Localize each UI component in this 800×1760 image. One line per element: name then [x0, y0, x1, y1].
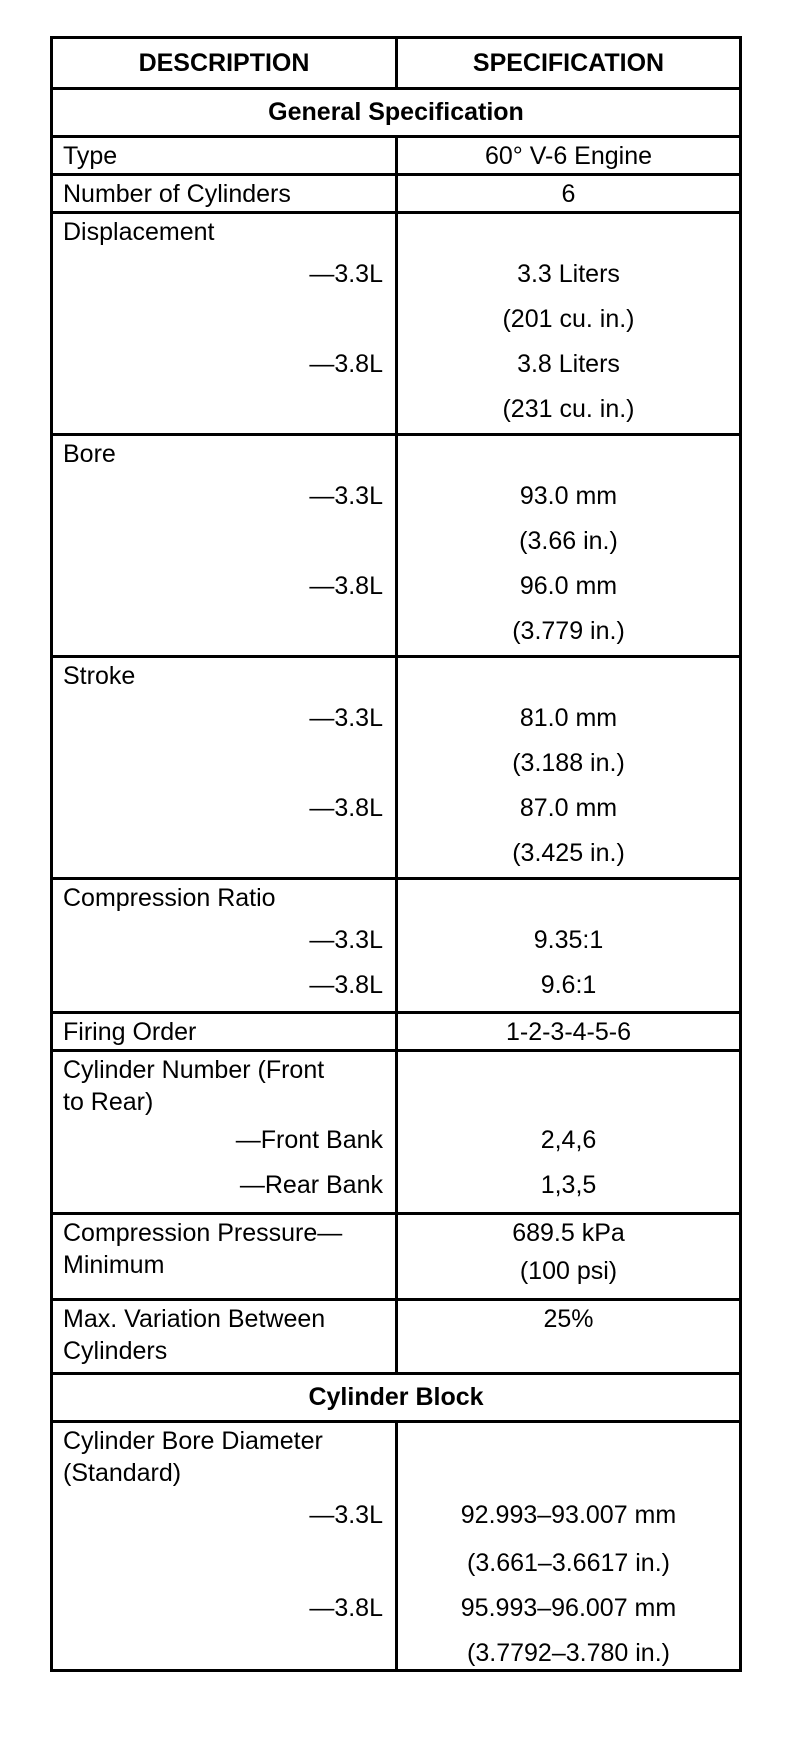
row-value: (3.7792–3.780 in.) — [467, 1639, 670, 1667]
specification-column-header: SPECIFICATION — [472, 48, 665, 77]
table-row-firing-order — [53, 1014, 739, 1052]
row-label: Bore — [63, 440, 116, 468]
row-label: Compression Pressure— — [63, 1219, 343, 1247]
table-row-displacement — [53, 214, 739, 436]
row-label: Type — [63, 142, 118, 170]
row-label: Max. Variation Between — [63, 1305, 326, 1333]
row-value: (201 cu. in.) — [502, 305, 635, 333]
row-label: Displacement — [63, 218, 215, 246]
table-row-bore — [53, 436, 739, 658]
row-label: Cylinders — [63, 1337, 168, 1365]
row-value: 25% — [543, 1305, 594, 1333]
row-value: 2,4,6 — [540, 1126, 597, 1154]
section-header-general — [53, 90, 739, 138]
row-value: (3.779 in.) — [512, 617, 625, 645]
row-value: 95.993–96.007 mm — [460, 1594, 677, 1622]
row-value: 1,3,5 — [540, 1171, 597, 1199]
row-value: 60° V-6 Engine — [484, 142, 653, 170]
row-sublabel: —3.3L — [309, 1501, 383, 1529]
row-value: 81.0 mm — [519, 704, 618, 732]
row-value: 93.0 mm — [519, 482, 618, 510]
row-value: 6 — [561, 180, 576, 208]
row-label: Minimum — [63, 1251, 165, 1279]
row-sublabel: —Front Bank — [235, 1126, 383, 1154]
table-row-cylinders — [53, 176, 739, 214]
row-sublabel: —3.8L — [309, 350, 383, 378]
row-sublabel: —3.8L — [309, 572, 383, 600]
row-value: 92.993–93.007 mm — [460, 1501, 677, 1529]
section-header-block — [53, 1375, 739, 1423]
table-row-compression-ratio — [53, 880, 739, 1014]
table-row-type — [53, 138, 739, 176]
row-value: (3.66 in.) — [519, 527, 618, 555]
table-row-max-variation — [53, 1301, 739, 1375]
row-value: 87.0 mm — [519, 794, 618, 822]
section-title-block: Cylinder Block — [308, 1383, 484, 1411]
row-value: (3.425 in.) — [512, 839, 625, 867]
row-value: 3.3 Liters — [517, 260, 620, 288]
row-label: Firing Order — [63, 1018, 197, 1046]
row-value: (3.661–3.6617 in.) — [467, 1549, 670, 1577]
row-value: (100 psi) — [519, 1257, 618, 1285]
table-row-compression-pressure — [53, 1215, 739, 1301]
spec-table — [50, 36, 742, 1672]
row-value: 96.0 mm — [519, 572, 618, 600]
row-label: Cylinder Bore Diameter — [63, 1427, 323, 1455]
row-sublabel: —3.8L — [309, 794, 383, 822]
row-sublabel: —3.3L — [309, 926, 383, 954]
row-label: Stroke — [63, 662, 136, 690]
row-sublabel: —3.3L — [309, 704, 383, 732]
row-value: 3.8 Liters — [517, 350, 620, 378]
description-column-header: DESCRIPTION — [53, 39, 398, 87]
row-label: Compression Ratio — [63, 884, 276, 912]
row-sublabel: —3.8L — [309, 971, 383, 999]
table-header-row — [53, 39, 739, 90]
row-label: Cylinder Number (Front — [63, 1056, 325, 1084]
row-label: (Standard) — [63, 1459, 182, 1487]
row-label: to Rear) — [63, 1088, 154, 1116]
table-row-stroke — [53, 658, 739, 880]
row-value: 9.35:1 — [533, 926, 604, 954]
row-sublabel: —3.3L — [309, 260, 383, 288]
row-label: Number of Cylinders — [63, 180, 291, 208]
row-value: 9.6:1 — [540, 971, 597, 999]
section-title-general: General Specification — [268, 98, 524, 126]
row-value: (3.188 in.) — [512, 749, 625, 777]
row-sublabel: —Rear Bank — [239, 1171, 383, 1199]
row-value: 689.5 kPa — [512, 1219, 625, 1247]
table-row-bore-diameter — [53, 1423, 739, 1669]
table-row-cylinder-number — [53, 1052, 739, 1215]
row-value: (231 cu. in.) — [502, 395, 635, 423]
row-sublabel: —3.3L — [309, 482, 383, 510]
row-value: 1-2-3-4-5-6 — [505, 1018, 632, 1046]
row-sublabel: —3.8L — [309, 1594, 383, 1622]
